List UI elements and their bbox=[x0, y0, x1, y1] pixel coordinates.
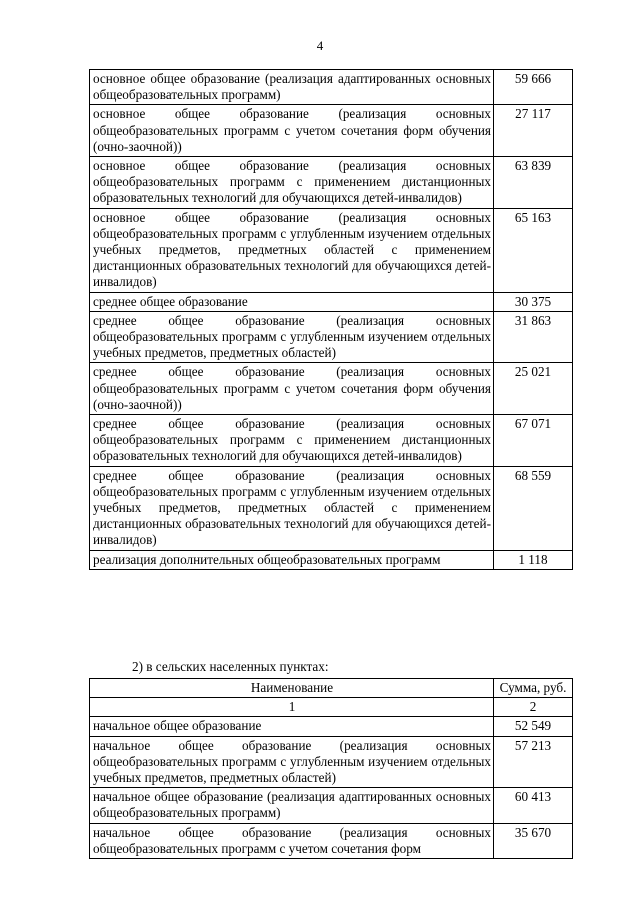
row-sum: 1 118 bbox=[494, 550, 573, 569]
row-name: начальное общее образование (реализация адаптированных основных общеобразовательных программ) bbox=[90, 788, 494, 823]
row-sum: 68 559 bbox=[494, 466, 573, 550]
row-name: основное общее образование (реализация основных общеобразовательных программ с углубленным изучением отдельных учебных предметов, предметных областей с применением дистанционных образовательных технологий для обучающихся детей-инвалидов) bbox=[90, 208, 494, 292]
row-sum: 67 071 bbox=[494, 415, 573, 467]
table-row bbox=[90, 292, 573, 311]
table-row bbox=[90, 466, 573, 550]
row-sum: 52 549 bbox=[494, 717, 573, 736]
table-row bbox=[90, 363, 573, 415]
table-header-row bbox=[90, 679, 573, 698]
column-header-sum: Сумма, руб. bbox=[494, 679, 573, 698]
table-row bbox=[90, 736, 573, 788]
table-row bbox=[90, 208, 573, 292]
row-name: среднее общее образование (реализация основных общеобразовательных программ с учетом сочетания форм обучения (очно-заочной)) bbox=[90, 363, 494, 415]
table-row bbox=[90, 157, 573, 209]
column-number-name: 1 bbox=[90, 698, 494, 717]
row-name: среднее общее образование (реализация основных общеобразовательных программ с углубленным изучением отдельных учебных предметов, предметных областей) bbox=[90, 311, 494, 363]
funding-table-rural bbox=[89, 678, 573, 859]
column-number-sum: 2 bbox=[494, 698, 573, 717]
row-sum: 30 375 bbox=[494, 292, 573, 311]
row-sum: 57 213 bbox=[494, 736, 573, 788]
row-sum: 35 670 bbox=[494, 823, 573, 858]
row-sum: 60 413 bbox=[494, 788, 573, 823]
row-name: начальное общее образование (реализация основных общеобразовательных программ с углубленным изучением отдельных учебных предметов, предметных областей) bbox=[90, 736, 494, 788]
row-name: среднее общее образование bbox=[90, 292, 494, 311]
row-name: реализация дополнительных общеобразовательных программ bbox=[90, 550, 494, 569]
row-name: среднее общее образование (реализация основных общеобразовательных программ с углубленным изучением отдельных учебных предметов, предметных областей с применением дистанционных образовательных технологий для обучающихся детей-инвалидов) bbox=[90, 466, 494, 550]
row-name: основное общее образование (реализация основных общеобразовательных программ с учетом сочетания форм обучения (очно-заочной)) bbox=[90, 105, 494, 157]
table-row bbox=[90, 717, 573, 736]
row-sum: 31 863 bbox=[494, 311, 573, 363]
row-name: начальное общее образование bbox=[90, 717, 494, 736]
row-name: начальное общее образование (реализация основных общеобразовательных программ с учетом сочетания форм bbox=[90, 823, 494, 858]
row-sum: 65 163 bbox=[494, 208, 573, 292]
row-sum: 63 839 bbox=[494, 157, 573, 209]
subsection-title: 2) в сельских населенных пунктах: bbox=[132, 659, 329, 674]
funding-table-urban-continued bbox=[89, 69, 573, 570]
table-row bbox=[90, 823, 573, 858]
table-row bbox=[90, 311, 573, 363]
row-sum: 27 117 bbox=[494, 105, 573, 157]
row-name: основное общее образование (реализация адаптированных основных общеобразовательных программ) bbox=[90, 70, 494, 105]
column-number-row bbox=[90, 698, 573, 717]
table-row bbox=[90, 550, 573, 569]
row-name: среднее общее образование (реализация основных общеобразовательных программ с применением дистанционных образовательных технологий для обучающихся детей-инвалидов) bbox=[90, 415, 494, 467]
table-row bbox=[90, 788, 573, 823]
table-row bbox=[90, 70, 573, 105]
row-sum: 25 021 bbox=[494, 363, 573, 415]
row-name: основное общее образование (реализация основных общеобразовательных программ с применением дистанционных образовательных технологий для обучающихся детей-инвалидов) bbox=[90, 157, 494, 209]
column-header-name: Наименование bbox=[90, 679, 494, 698]
row-sum: 59 666 bbox=[494, 70, 573, 105]
table-row bbox=[90, 415, 573, 467]
table-row bbox=[90, 105, 573, 157]
page-number: 4 bbox=[316, 38, 324, 53]
